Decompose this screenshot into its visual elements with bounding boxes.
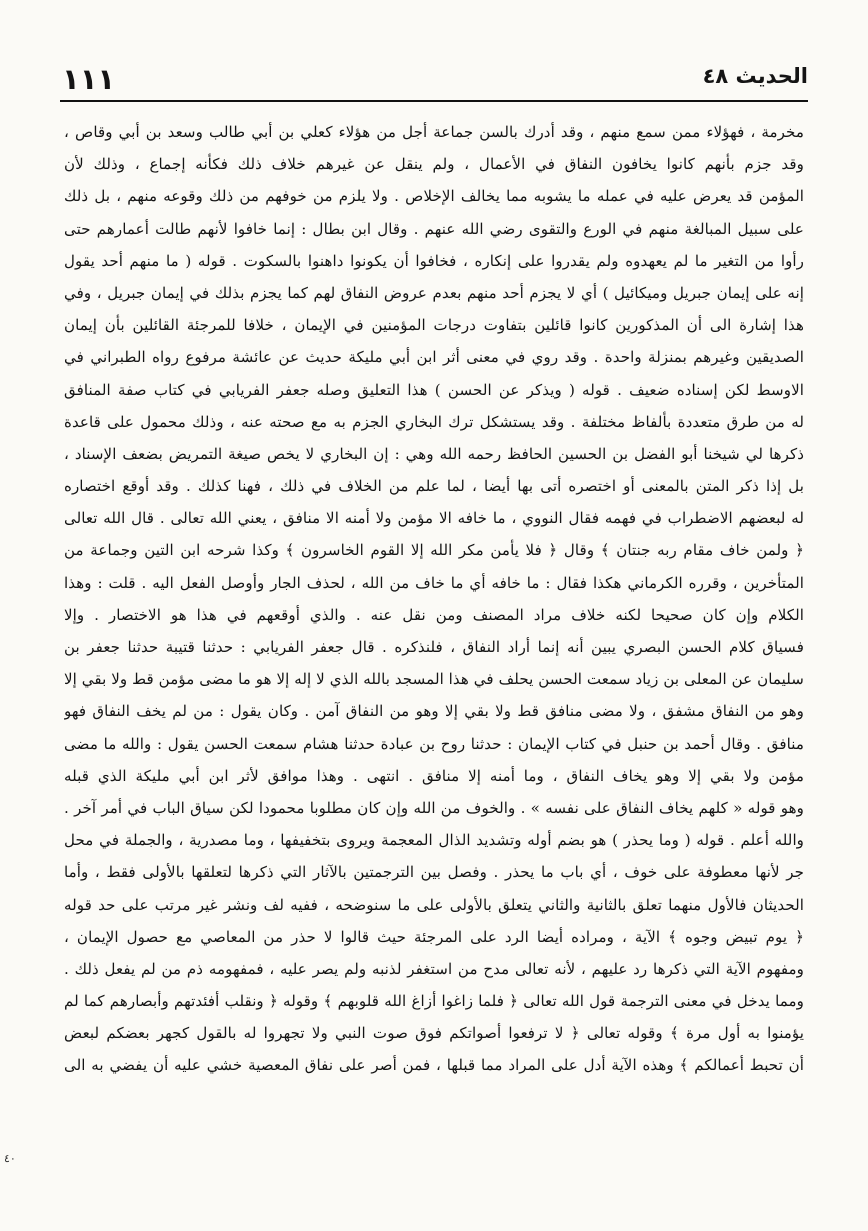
text-line: ﴿ ولمن خاف مقام ربه جنتان ﴾ وقال ﴿ فلا يأمن مكر الله إلا القوم الخاسرون ﴾ وكذا شرحه ابن التين وجماعة من xyxy=(64,541,804,560)
text-line: إنه على إيمان جبريل وميكائيل ) أي لا يجزم أحد منهم بعدم عروض النفاق لهم كما يجزم بذلك في إيمان جبريل ، وفي xyxy=(64,283,804,302)
text-line: ﴿ يوم تبيض وجوه ﴾ الآية ، ومراده أيضا الرد على المرجئة حيث قالوا لا حذر من المعاصي مع حصول الإيمان ، xyxy=(64,927,804,946)
text-line: المؤمن قد يعرض عليه في عمله ما يشوبه مما يخالف الإخلاص . ولا يلزم من خوفهم من ذلك وقوعه منهم ، بل ذلك xyxy=(64,187,804,206)
text-line: له من طرق متعددة بألفاظ مختلفة . وقد يستشكل ترك البخاري الجزم به مع صحته عنه ، وذلك محمول على قاعدة xyxy=(64,412,804,431)
header-rule xyxy=(60,100,808,102)
body-text xyxy=(64,116,804,1082)
text-line: المتأخرين ، وقرره الكرماني هكذا فقال : ما خافه أي ما خاف من الله ، لحذف الجار وأوصل الفعل اليه . قلت : وهذا xyxy=(64,573,804,592)
text-line: الكلام وإن كان صحيحا لكنه خلاف مراد المصنف ومن نقل عنه . والذي أوقعهم في هذا هو الاختصار . وإلا xyxy=(64,605,804,624)
text-line: أن تحبط أعمالكم ﴾ وهذه الآية أدل على المراد مما قبلها ، فمن أصر على نفاق المعصية خشي عليه أن يفضي به الى xyxy=(64,1056,804,1075)
text-line: هذا إشارة الى أن المذكورين كانوا قائلين بتفاوت درجات المؤمنين في الإيمان ، خلافا للمرجئة القائلين بأن إيمان xyxy=(64,316,804,335)
page-header xyxy=(62,62,808,98)
text-line: منافق . وقال أحمد بن حنبل في كتاب الإيمان : حدثنا روح بن عبادة حدثنا هشام سمعت الحسن يقول : والله ما مضى xyxy=(64,734,804,753)
text-line: وهو من النفاق مشفق ، ولا مضى منافق قط ولا بقي إلا وهو من النفاق آمن . وكان يقول : من لم يخف النفاق فهو xyxy=(64,702,804,721)
text-line: فسياق كلام الحسن البصري يبين أنه إنما أراد النفاق ، فلنذكره . قال جعفر الفريابي : حدثنا قتيبة حدثنا جعفر بن xyxy=(64,638,804,656)
text-line: رأوا من التغير ما لم يعهدوه ولم يقدروا على إنكاره ، فخافوا أن يكونوا داهنوا بالسكوت . قوله ( ما منهم أحد يقول xyxy=(64,251,804,270)
text-line: مؤمن ولا بقي إلا وهو يخاف النفاق ، وما أمنه إلا منافق . انتهى . وهذا موافق لأثر ابن أبي مليكة الذي قبله xyxy=(64,766,804,785)
text-line: وقد جزم بأنهم كانوا يخافون النفاق في الأعمال ، ولم ينقل عن غيرهم خلاف ذلك فكأنه إجماع ، وذلك لأن xyxy=(64,155,804,174)
text-line: ومما يدخل في معنى الترجمة قول الله تعالى ﴿ فلما زاغوا أزاغ الله قلوبهم ﴾ وقوله ﴿ ونقلب أفئدتهم وأبصارهم كما لم xyxy=(64,992,804,1011)
text-line: الحديثان فالأول منهما تعلق بالثانية والثاني يتعلق بالأولى على ما سنوضحه ، ففيه لف ونشر غير مرتب على حد قوله xyxy=(64,895,804,914)
text-line: جر لأنها معطوفة على خوف ، أي باب ما يحذر . وفصل بين الترجمتين بالآثار التي ذكرها لتعلقها بالأولى فقط ، وأما xyxy=(64,863,804,882)
text-line: سليمان عن المعلى بن زياد سمعت الحسن يحلف في هذا المسجد بالله الذي لا إله إلا هو ما مضى مؤمن قط ولا بقي إلا xyxy=(64,670,804,689)
text-line: ومفهوم الآية التي ذكرها رد عليهم ، لأنه تعالى مدح من استغفر لذنبه ولم يصر عليه ، فمفهومه ذم من لم يفعل ذلك . xyxy=(64,959,804,978)
text-line: له لبعضهم الاضطراب في فهمه فقال النووي ، ما خافه الا مؤمن ولا أمنه الا منافق ، يعني الله تعالى . قال الله تعالى xyxy=(64,509,804,528)
text-line: الاوسط لكن إسناده ضعيف . قوله ( ويذكر عن الحسن ) هذا التعليق وصله جعفر الفريابي في كتاب صفة المنافق xyxy=(64,380,804,399)
text-line: وهو قوله « كلهم يخاف النفاق على نفسه » . والخوف من الله وإن كان مطلوبا محمودا لكن سياق الباب في أمر آخر . xyxy=(64,798,804,817)
text-line: بل إذا ذكر المتن بالمعنى أو اختصره أتى بها أيضا ، لما علم من الخلاف في ذلك ، فهنا كذلك . وقد أوقع اختصاره xyxy=(64,477,804,496)
text-line: ذكرها لي شيخنا أبو الفضل بن الحسين الحافظ رحمه الله وهي : إن البخاري لا يخص صيغة التمريض بضعف الإسناد ، xyxy=(64,444,804,463)
text-line: على سبيل المبالغة منهم في الورع والتقوى رضي الله عنهم . وقال ابن بطال : إنما خافوا لأنهم طالت أعمارهم حتى xyxy=(64,219,804,238)
text-line: الصديقين وغيرهم بمنزلة واحدة . وقد روي في معنى أثر ابن أبي مليكة حديث عن عائشة مرفوع رواه الطبراني في xyxy=(64,348,804,367)
text-line: يؤمنوا به أول مرة ﴾ وقوله تعالى ﴿ لا ترفعوا أصواتكم فوق صوت النبي ولا تجهروا له بالقول كجهر بعضكم لبعض xyxy=(64,1024,804,1043)
page-number: ١١١ xyxy=(62,62,116,96)
text-line: مخرمة ، فهؤلاء ممن سمع منهم ، وقد أدرك بالسن جماعة أجل من هؤلاء كعلي بن أبي طالب وسعد بن أبي وقاص ، xyxy=(64,123,804,141)
running-title: الحديث ٤٨ xyxy=(702,64,808,88)
margin-mark: ٤٠ xyxy=(4,1152,16,1165)
text-line: والله أعلم . قوله ( وما يحذر ) هو بضم أوله وتشديد الذال المعجمة ويروى بتخفيفها ، وما مصدرية ، والجملة في محل xyxy=(64,831,804,850)
